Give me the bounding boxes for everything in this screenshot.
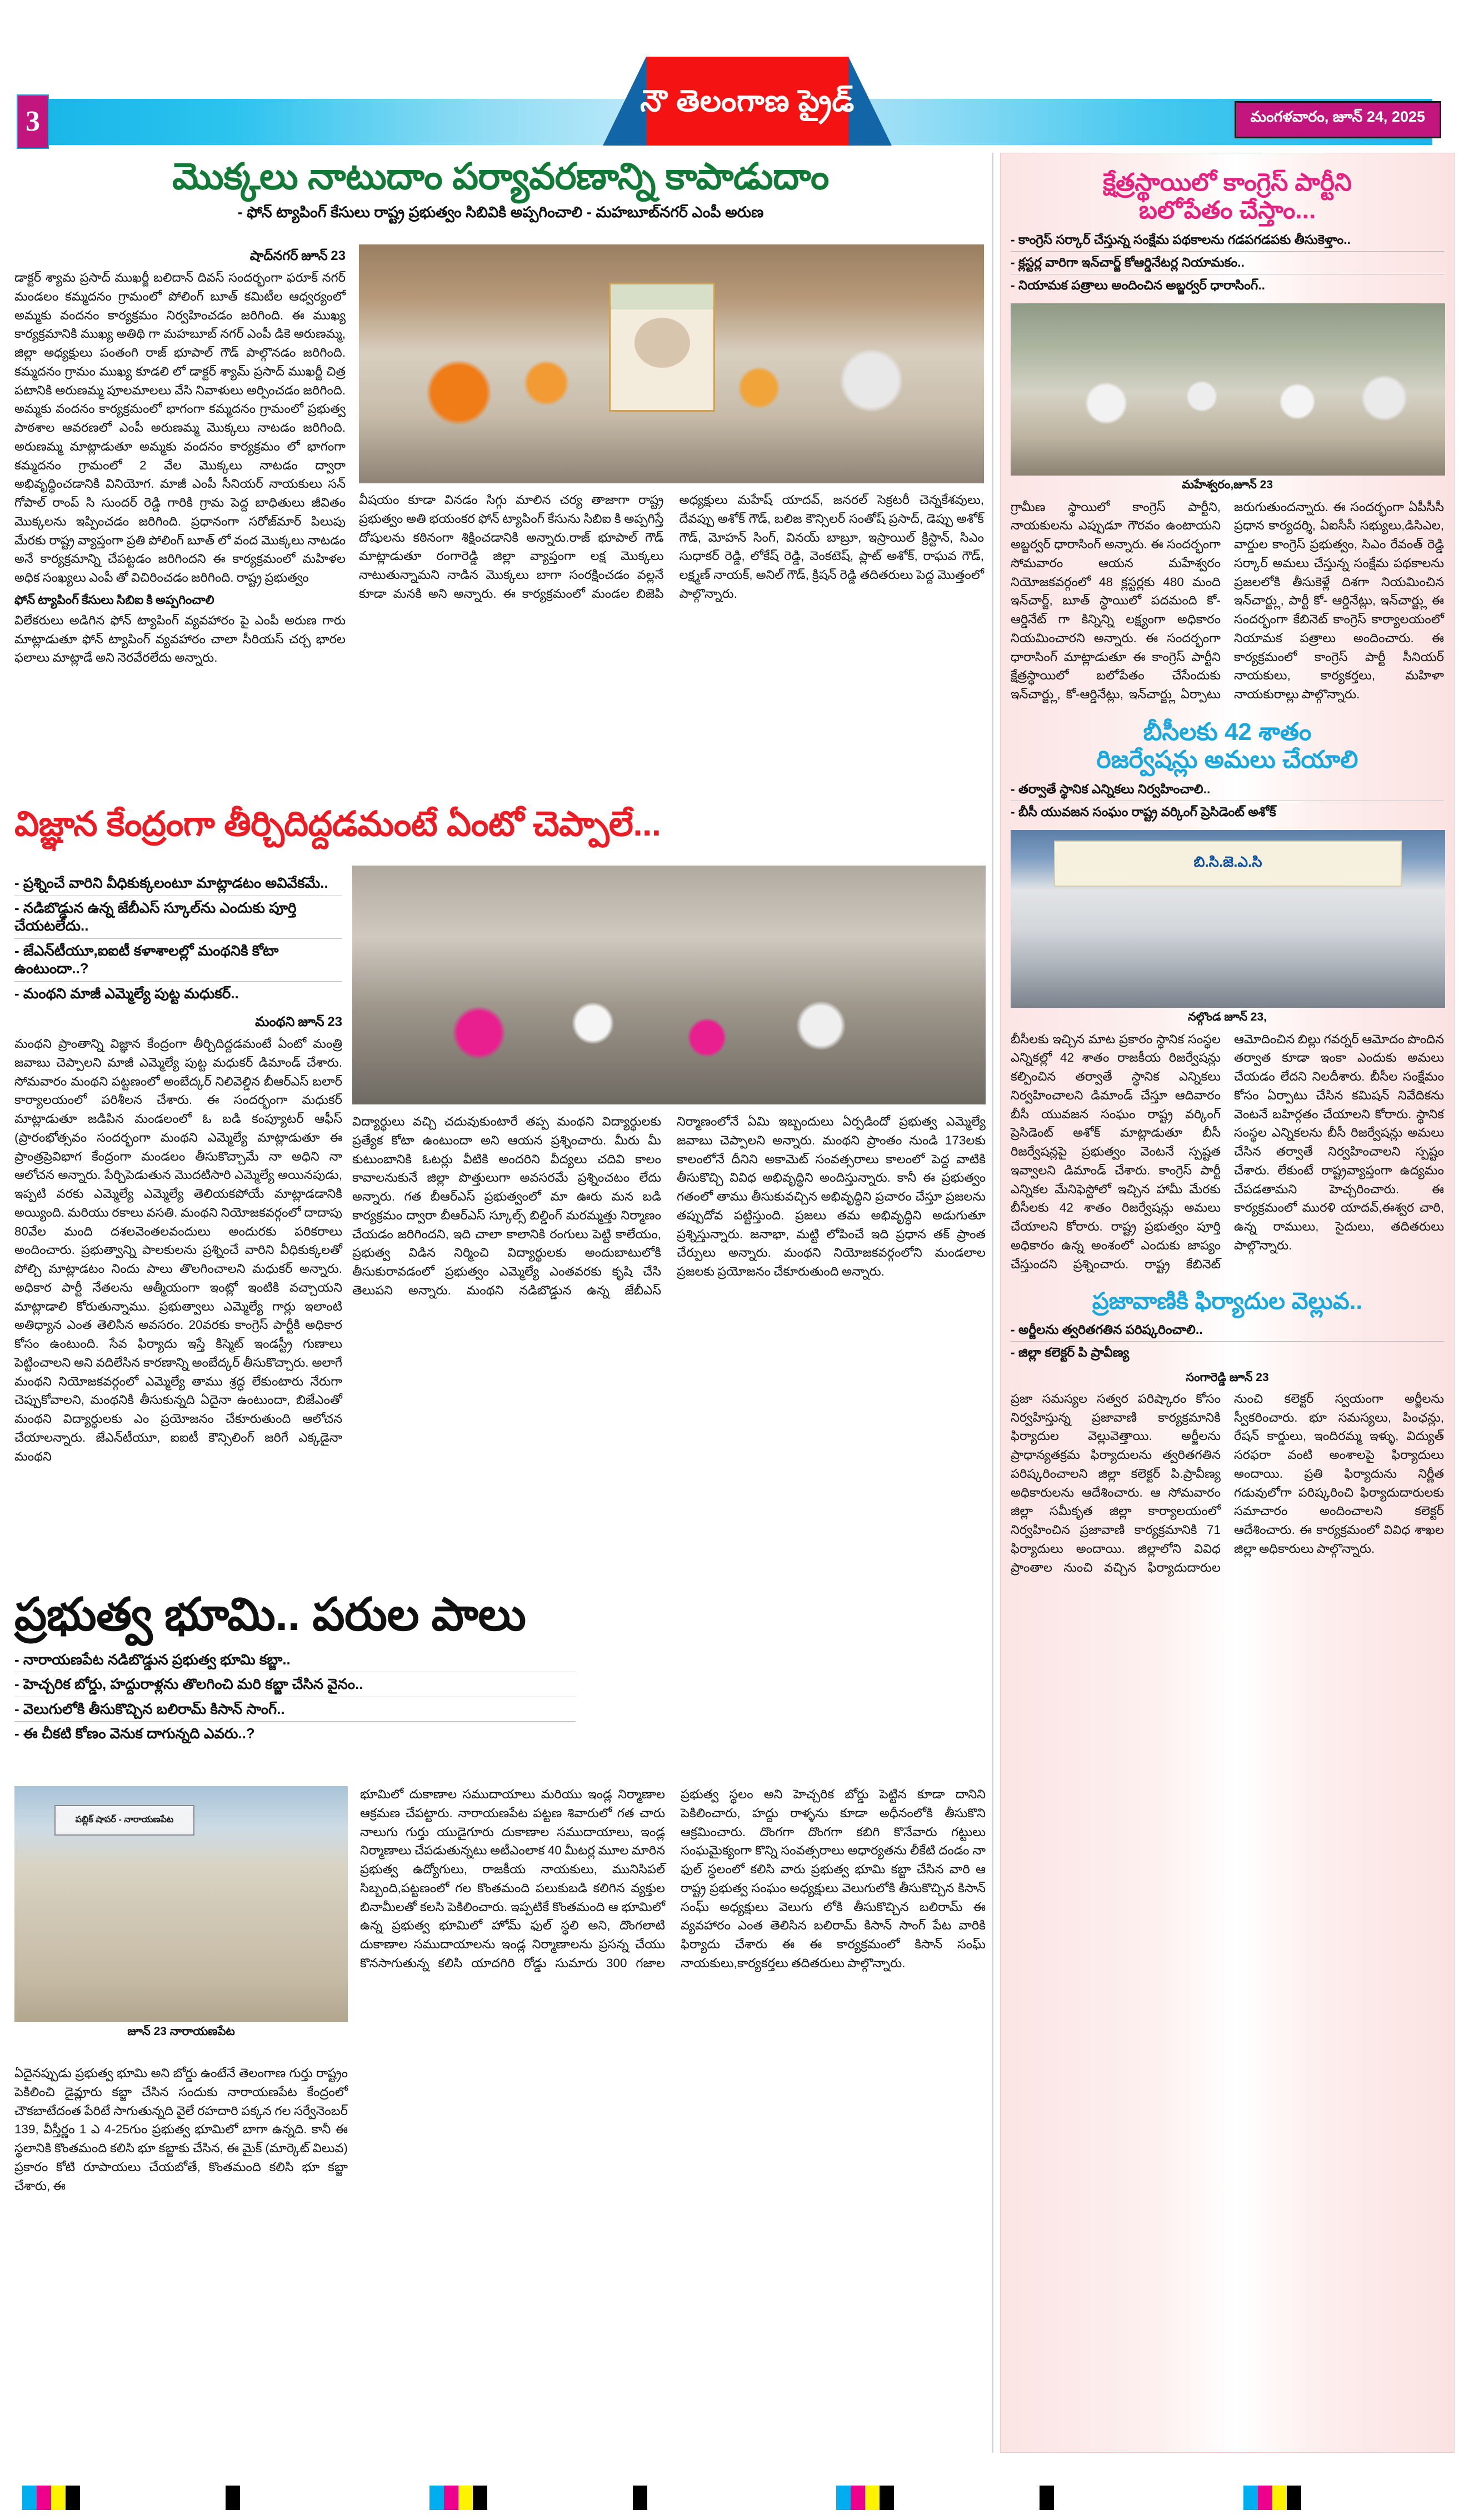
sidebar-article-congress (1011, 169, 1444, 704)
cmyk-swatch (836, 2486, 851, 2510)
cmyk-registration-bar (0, 2486, 1469, 2510)
sidebar1-body: గ్రామీణ స్థాయిలో కాంగ్రెస్ పార్టీని, నాయకులను ఎప్పుడూ గౌరవం ఉంటాయని అబ్జర్వర్ ధారాసింగ్ అన్నారు. ఈ సందర్భంగా సోమవారం ఆయన మహేశ్వరం నియోజకవర్గంలో 48 క్లస్టర్లకు 480 మంది ఇన్‌చార్జ్, బూత్ స్థాయిలో పదమంది కో-ఆర్డినేట్ గా కిన్నిన్ని లక్ష్యంగా అధికారం నియమించారని అన్నారు. ఈ సందర్భంగా ధారాసింగ్ మాట్లాడుతూ ఈ కాంగ్రెస్ పార్టీని క్షేత్రస్థాయిలో బలోపేతం చేసేందుకు ఇన్‌చార్జ్లు, కో-ఆర్డినేట్లు, ఇన్‌చార్జ్లు ఏర్పాటు జరుగుతుందన్నారు. ఈ సందర్భంగా ఏపీసీసీ ప్రధాన కార్యదర్శి, ఏఐసీసీ సభ్యులు,డిసిఎల, వార్డుల కాంగ్రెస్ ప్రభుత్వం, సిఎం రేవంత్ రెడ్డి సర్కార్ అమలు చేస్తున్న సంక్షేమ పథకాలను ప్రజలలోకి తీసుకెళ్లే దిశగా నియమించిన ఇన్‌చార్జ్లు, పార్టీ కో- ఆర్డినేట్లు, ఇన్‌చార్జ్లు ఈ సందర్భంగా కేబినెట్ కాంగ్రెస్ కార్యాలయంలో నియామక పత్రాలు అందించారు. ఈ కార్యక్రమంలో కాంగ్రెస్ పార్టీ సీనియర్ నాయకులు, కార్యకర్తలు, మహిళా నాయకురాల్లు పాల్గొన్నారు. (1011, 499, 1444, 702)
article2-dateline: మంథని జూన్ 23 (255, 1014, 342, 1029)
article-govt-land (14, 1586, 987, 2193)
article3-photo-block (14, 1786, 348, 2042)
cmyk-swatch (66, 2486, 80, 2510)
sidebar3-body: ప్రజా సమస్యల సత్వర పరిష్కారం కోసం నిర్వహిస్తున్న ప్రజావాణి కార్యక్రమానికి ఫిర్యాదుల వెల్లువెత్తాయి. అర్జీలను ప్రాధాన్యతక్రమ ఫిర్యాదులను త్వరితగతిన పరిష్కరించాలని జిల్లా కలెక్టర్ పి.ప్రావీణ్య అధికారులను ఆదేశించారు. ఆ సోమవారం జిల్లా సమీకృత జిల్లా కార్యాలయంలో నిర్వహించిన ప్రజావాణి కార్యక్రమానికి 71 ఫిర్యాదులు అందాయి. జిల్లాలోని వివిధ ప్రాంతాల నుంచి వచ్చిన ఫిర్యాదుదారుల నుంచి కలెక్టర్ స్వయంగా అర్జీలను స్వీకరించారు. భూ సమస్యలు, పింఛన్లు, రేషన్ కార్డులు, ఇందిరమ్మ ఇళ్ళు, విద్యుత్ సరఫరా వంటి అంశాలపై ఫిర్యాదులు అందాయి. ప్రతి ఫిర్యాదును నిర్ణీత గడువులోగా పరిష్కరించి ఫిర్యాదుదారులకు సమాచారం అందించాలని కలెక్టర్ ఆదేశించారు. ఈ కార్యక్రమంలో వివిధ శాఖల జిల్లా అధికారులు పాల్గొన్నారు. (1011, 1391, 1444, 1574)
sidebar2-subhead-2: - బీసీ యువజన సంఘం రాష్ట్ర వర్కింగ్ ప్రెసిడెంట్ అశోక్ (1011, 801, 1444, 823)
article2-photo (352, 866, 986, 1104)
article3-photo-caption: జూన్ 23 నారాయణపేట (127, 2025, 235, 2038)
cmyk-swatch (444, 2486, 458, 2510)
article3-body-column-1 (14, 2064, 348, 2195)
sidebar1-subhead-list (1011, 229, 1444, 296)
bcjac-banner-text: బి.సి.జె.ఎ.సి (1193, 853, 1262, 870)
cmyk-swatch (851, 2486, 865, 2510)
page-number: 3 (26, 106, 40, 137)
cmyk-group (1040, 2486, 1054, 2510)
article1-headline: మొక్కలు నాటుదాం పర్యావరణాన్ని కాపాడుదాం (172, 156, 829, 197)
sidebar1-subhead-1: - కాంగ్రెస్ సర్కార్ చేస్తున్న సంక్షేమ పథకాలను గడపగడపకు తీసుకెళ్తాం.. (1011, 232, 1351, 247)
sidebar3-dateline: సంగారెడ్డి జూన్ 23 (1186, 1371, 1269, 1384)
shop-signboard (54, 1805, 194, 1836)
cmyk-swatch (633, 2486, 647, 2510)
sidebar2-headline-line1: బీసీలకు 42 శాతం (1143, 718, 1312, 746)
sidebar1-subhead-3: - నియామక పత్రాలు అందించిన అబ్జర్వర్ ధారాసింగ్.. (1011, 274, 1444, 297)
cmyk-swatch (1040, 2486, 1054, 2510)
cmyk-group (1243, 2486, 1301, 2510)
article2-body-text-2: విద్యార్థులు వచ్చి చదువుకుంటారే తప్ప మంథని విద్యార్థులకు ప్రత్యేక కోటా ఉంటుందా అని ఆయన ప్రశ్నించారు. మీరు మీ కుటుంబానికి ఓటర్లు వీటికి అందరిని వీద్యలు చదివి కాలం కావాలనుకునే జిల్లా పొత్తులుగా అవసరమే ప్రశ్నించటం లేదు అన్నారు. గత బీఆర్ఎస్ ప్రభుత్వంలో మా ఊరు మన బడి కార్యక్రమం ద్వారా బీఆర్ఎస్ స్కూల్స్ బిల్డింగ్ మరమ్మత్తు నిర్మాణం చేయడం జరిగిందని, ఇది చాలా కాలానికి రంగులు పెట్టి కాలేయం, ప్రభుత్వ విడిన నిర్మించి విద్యార్థులకు అందుబాటులోకి తీసుకురావడంలో ప్రభుత్వం ఎమ్మెల్యే ఎంతవరకు కృషి చేసి తెలుపని అన్నారు. మంథని నడిబొడ్డున ఉన్న జేబీఎస్ నిర్మాణంలోనే ఏమి ఇబ్బందులు ఏర్పడిందో ప్రభుత్వ ఎమ్మెల్యే జవాబు చెప్పాలని అన్నారు. మంథని ప్రాంతం నుండి 173లకు కాలంలోనే దీనిని అకామెట్ సంవత్సరాలు కాలంలో పెద్ద వాటికి తీసుకొచ్చి వివిధ అభివృద్ధిని అందిస్తున్నారు. కానీ ఈ ప్రభుత్వం గతంలో తాము తీసుకువచ్చిన అభివృద్ధిని ప్రచారం చేస్తూ ప్రజలను తప్పుదోవ పట్టిస్తుంది. ప్రజలు తమ అభివృద్ధిని అడుగుతూ ప్రశ్నిస్తున్నారు. జనాభా, మట్టి లోపించే ఇది ప్రధాన తక్ ప్రాంత చేర్పులు అన్నారు. మంథని నియోజకవర్గంలోని మండలాల ప్రజలకు ప్రయోజనం చేకూరుతుంది అన్నారు. (352, 1114, 986, 1297)
article2-body-column-1 (14, 1012, 342, 1466)
article-science-centre (14, 805, 987, 1463)
sidebar2-photo (1011, 830, 1445, 1008)
article3-subhead-list (14, 1648, 576, 1746)
cmyk-swatch (458, 2486, 473, 2510)
sidebar2-headline-line2: రిజర్వేషన్లు అమలు చేయాలి (1096, 746, 1358, 773)
article1-photo (359, 244, 984, 483)
sidebar3-subhead-list (1011, 1319, 1444, 1364)
sidebar1-headline-line2: బలోపేతం చేస్తాం... (1138, 197, 1316, 224)
bcjac-banner (1054, 841, 1402, 887)
publication-title: నౌ తెలంగాణ ప్రైడ్ (640, 84, 855, 118)
sidebar1-subhead-2: - క్లస్టర్ల వారిగా ఇన్‌చార్జ్ కోఆర్డినేటర్ల నియామకం.. (1011, 251, 1444, 274)
sidebar3-subhead-2: - జిల్లా కలెక్టర్ పి ప్రావీణ్య (1011, 1341, 1444, 1364)
article3-photo (14, 1786, 348, 2022)
article3-headline: ప్రభుత్వ భూమి.. పరుల పాలు (14, 1589, 526, 1640)
sidebar2-subhead-list (1011, 778, 1444, 823)
article3-subhead-1: - నారాయణపేట నడిబొడ్డున ప్రభుత్వ భూమి కబ్జా.. (14, 1651, 291, 1668)
cmyk-swatch (1258, 2486, 1272, 2510)
article1-body-text-1b: విలేకరులు అడిగిన ఫోన్ ట్యాపింగ్ వ్యవహారం పై ఎంపీ అరుణ గారు మాట్లాడుతూ ఫోన్ ట్యాపింగ్ వ్యవహారం చాలా సీరియస్ చర్చ భారల ఫలాలు మాట్లాడే అని నెరవేరలేదు అన్నారు. (14, 613, 346, 665)
publication-date: మంగళవారం, జూన్ 24, 2025 (1250, 108, 1425, 125)
article1-body-text-1: డాక్టర్ శ్యామ ప్రసాద్ ముఖర్జీ బలిదాన్ దివస్ సందర్భంగా ఫరూక్ నగర్ మండలం కమ్మదనం గ్రామంలో పోలింగ్ బూత్ కమిటీల ఆధ్వర్యంలో అమ్మకు వందనం కార్యక్రమం నిర్వహించడం జరిగింది. ఈ ముఖ్య కార్యక్రమానికి ముఖ్య అతిథి గా మహబూబ్ నగర్ ఎంపీ డికె అరుణమ్మ, జిల్లా అధ్యక్షులు పంతంగి రాజ్ భూపాల్ గౌడ్ పాల్గొనడం జరిగింది. కమ్మదనం గ్రామం ముఖ్య కూడలి లో డాక్టర్ శ్యామ్ ప్రసాద్ ముఖర్జీ చిత్ర పటానికి అరుణమ్మ పూలమాలలు వేసి నివాళులు అర్పించడం జరిగింది. అమ్మకు వందనం కార్యక్రమంలో భాగంగా కమ్మదనం గ్రామంలో ప్రభుత్వ పాఠశాల ఆవరణలో ఎంపీ అరుణమ్మ మొక్కలు నాటడం జరిగింది. అరుణమ్మ మాట్లాడుతూ అమ్మకు వందనం కార్యక్రమం లో భాగంగా కమ్మదనం గ్రామంలో 2 వేల మొక్కలు నాటడం ద్వారా అభివృద్ధించడానికి వినియోగ. మాజీ ఎంపీ సీనియర్ నాయకులు సన్ గోపాల్ రాంప్ సి సుందర్ రెడ్డి గారికి గ్రామ పెద్ద బాధితులు జీవితం మొక్కలను ఇప్పించడం జరిగింది. ప్రధానంగా సరోజ్‌మార్ పిలుపు మేరకు రాష్ట్ర వ్యాప్తంగా ప్రతి పోలింగ్ బూత్ లో వంద మొక్కలు నాటడం అనే కార్యక్రమాన్ని చేపట్టడం జరిగిందని ఈ కార్యక్రమంలో మహిళల అధిక సంఖ్యలు ఎంపీ తో విచిరించడం జరిగింది. రాష్ట్ర ప్రభుత్వం (14, 271, 346, 584)
article1-body-column-2 (359, 491, 984, 603)
sidebar-article-prajavani (1011, 1288, 1444, 1577)
article3-subhead-2: - హెచ్చరిక బోర్డు, హద్దురాళ్లను తొలగించి మరి కబ్జా చేసిన వైనం.. (14, 1672, 576, 1697)
article2-subhead-3: - జేఎన్‌టీయూ,ఐఐటీ కళాశాలల్లో మంథనికి కోటా ఉంటుందా..? (14, 938, 342, 981)
cmyk-group (633, 2486, 647, 2510)
cmyk-swatch (1287, 2486, 1301, 2510)
sidebar2-subhead-1: - తర్వాతే స్థానిక ఎన్నికలు నిర్వహించాలి.. (1011, 782, 1211, 797)
page-number-badge (17, 94, 49, 149)
right-sidebar-zone (1000, 153, 1455, 2453)
sidebar1-photo (1011, 303, 1445, 476)
sidebar1-headline-line1: క్షేత్రస్థాయిలో కాంగ్రెస్ పార్టీని (1103, 169, 1352, 196)
cmyk-swatch (473, 2486, 487, 2510)
article1-dateline: షాద్‌నగర్ జూన్ 23 (249, 248, 346, 263)
masthead-logo-plate (640, 57, 855, 146)
masthead (0, 0, 1469, 150)
cmyk-swatch (1272, 2486, 1287, 2510)
article2-headline: విజ్ఞాన కేంద్రంగా తీర్చిదిద్దడమంటే ఏంటో చెప్పాలే... (14, 805, 661, 843)
cmyk-group (226, 2486, 240, 2510)
article3-body-text-2: భూమిలో దుకాణాల సముదాయాలు మరియు ఇండ్ల నిర్మాణాల ఆక్రమణ చేపట్టారు. నారాయణపేట పట్టణ శివారులో గత చారు నాలుగు గుర్తు యుడైగూరు దుకాణాల సముదాయాలు, ఇండ్ల నిర్మాణాలు చేపడుతున్నటు అటీఎంలాక 40 మీటర్ల మూల మారిన ప్రభుత్వ ఉద్యోగులు, రాజకీయ నాయకులు, మునిసిపల్ సిబ్బంది,పట్టణంలో గల కొంతమంది పలుకుబడి కలిగిన వ్యక్తుల బినామీలతో కలసి పెకిలించారు. ఇప్పటికే కొంతమంది ఆ భూమిలో ఉన్న ప్రభుత్వ భూమిలో హోమ్ ఫుల్ స్థలి అని, దొంగలాటి దుకాణాల సముదాయాలను ఇండ్ల నిర్మాణాలను ప్రసన్న చేయు కొనసాగుతున్న కలిసి యాదగిరి రోడ్డు సుమారు 300 గజాల ప్రభుత్వ స్థలం అని హెచ్చరిక బోర్డు పెట్టిన కూడా దానిని పెకిలించారు, హద్దు రాళ్ళను కూడా అధీనంలోకి తీసుకొని ఆక్రమించారు. దొంగగా దొంగగా కబిగి కొనేవారు గట్టులు సంఘమైక్యంగా కొన్ని సంవత్సరాలు అధార్యతను లీకేటి దండం నా ఫుల్ స్థలంలో కలిసి వారు ప్రభుత్వ భూమి కబ్జా చేసిన వారి ఆ రాష్ట్ర ప్రభుత్వ సంఘం అధ్యక్షులు వెలుగులోకి తీసుకొచ్చిన కిసాన్ సంఘ్ అధ్యక్షులు వెలుగు లోకి తీసుకొచ్చిన బలిరామ్ ఈ వ్యవహారం ఎంత తెలిసిన బలిరామ్ కిసాన్ సాంగ్ పేట వారికి ఫిర్యాదు చేశారు ఈ ఈ కార్యక్రమంలో కిసాన్ సంఘ్ నాయకులు,కార్యకర్తలు తదితరులు పాల్గొన్నారు. (360, 1787, 986, 1970)
article1-bold-subline: ఫోన్ ట్యాపింగ్ కేసులు సిబిఐ కి అప్పగించాలి (14, 592, 214, 607)
sidebar2-body: బీసీలకు ఇచ్చిన మాట ప్రకారం స్థానిక సంస్థల ఎన్నికల్లో 42 శాతం రాజకీయ రిజర్వేషన్లు కల్పించిన తర్వాతే స్థానిక ఎన్నికలు నిర్వహించాలని డిమాండ్ చేస్తూ ఆదివారం బీసీ యువజన సంఘం రాష్ట్ర వర్కింగ్ ప్రెసిడెంట్ అశోక్ మాట్లాడుతూ బీసీ రిజర్వేషన్లపై ప్రభుత్వం వెంటనే స్పష్టత ఇవ్వాలని డిమాండ్ చేశారు. కాంగ్రెస్ పార్టీ ఎన్నికల మేనిఫెస్టోలో ఇచ్చిన హామీ మేరకు బీసీలకు 42 శాతం రిజర్వేషన్లు అమలు చేయాలని కోరారు. రాష్ట్ర ప్రభుత్వం పూర్తి అధికారం ఉన్న అంశంలో ఎందుకు జాప్యం చేస్తుందని ప్రశ్నించారు. రాష్ట్ర కేబినెట్ ఆమోదించిన బిల్లు గవర్నర్ ఆమోదం పొందిన తర్వాత కూడా ఇంకా ఎందుకు అమలు చేయడం లేదని నిలదీశారు. బీసీల సంక్షేమం కోసం ఏర్పాటు చేసిన కమిషన్ నివేదికను వెంటనే బహిర్గతం చేయాలని కోరారు. స్థానిక సంస్థల ఎన్నికలను బీసీ రిజర్వేషన్లు అమలు చేసిన తర్వాతే నిర్వహించాలని స్పష్టం చేశారు. లేకుంటే రాష్ట్రవ్యాప్తంగా ఉద్యమం చేపడతామని హెచ్చరించారు. ఈ కార్యక్రమంలో మురళి యాదవ్,ఈశ్వర చారి, ఉన్న రాములు, సైదులు, తదితరులు పాల్గొన్నారు. (1011, 1032, 1444, 1271)
article1-body-column-1 (14, 246, 346, 667)
shop-signboard-text: పబ్లిక్ షాపర్ - నారాయణపేట (75, 1814, 174, 1824)
article-plant-trees (14, 153, 987, 665)
sidebar1-photo-caption: మహేశ్వరం,జూన్ 23 (1181, 478, 1273, 491)
sidebar3-subhead-1: - అర్జీలను త్వరితగతిన పరిష్కరించాలి.. (1011, 1322, 1203, 1337)
article2-subhead-4: - మంథని మాజీ ఎమ్మెల్యే పుట్ట మధుకర్.. (14, 981, 342, 1006)
cmyk-swatch (865, 2486, 880, 2510)
article3-body-column-2 (360, 1785, 986, 1973)
article1-body-text-2: వీషయం కూడా వినడం సిగ్గు మాలిన చర్య తాజాగా రాష్ట్ర ప్రభుత్వం అతి భయంకర ఫోన్ ట్యాపింగ్ కేసును సిబిఐ కి అప్పగిస్తే దోషులను కఠినంగా శిక్షించడానికి అన్నారు.రాజ్ భూపాల్ గౌడ్ మాట్లాడుతూ రంగారెడ్డి జిల్లా వ్యాప్తంగా లక్ష మొక్కలు నాటుతున్నామని నాడిన మొక్కలు బాగా సంరక్షించడం వల్లనే కూడా మనకి అని అన్నారు. ఈ కార్యక్రమంలో మండల బిజెపి అధ్యక్షులు మహేష్ యాదవ్, జనరల్ సెక్రటరీ చెన్నకేశవులు, దేవప్పు అశోక్ గౌడ్, బలిజ కౌన్సిలర్ సంతోష్ ప్రసాద్, డెప్పు అశోక్ గౌడ్, మోహన్ సింగ్, వినయ్ బాబ్రూ, ఇస్రాయిల్ క్రిస్టాన్, సిఎం సుధాకర్ రెడ్డి, లోకేష్ రెడ్డి, వెంకటెష్, ప్లాట్ అశోక్, రాఘవ గౌడ్, లక్ష్మణ్ నాయక్, అనిల్ గౌడ్, క్రిషన్ రెడ్డి తదితరులు పెద్ద మొత్తంలో పాల్గొన్నారు. (359, 493, 984, 601)
cmyk-swatch (880, 2486, 894, 2510)
cmyk-group (22, 2486, 80, 2510)
cmyk-swatch (51, 2486, 66, 2510)
article3-subhead-3: - వెలుగులోకి తీసుకొచ్చిన బలిరామ్ కిసాన్ సాంగ్.. (14, 1697, 576, 1722)
article1-subhead: - ఫోన్ ట్యాపింగ్ కేసులు రాష్ట్ర ప్రభుత్వం సిబివికి అప్పగించాలి - మహబూబ్‌నగర్ ఎంపీ అరుణ (237, 203, 764, 221)
article2-subhead-1: - ప్రశ్నించే వారిని వీధికుక్కలంటూ మాట్లాడటం అవివేకమే.. (14, 874, 328, 891)
cmyk-swatch (37, 2486, 51, 2510)
article2-subhead-2: - నడిబొడ్డున ఉన్న జేబీఎస్ స్కూల్‌ను ఎందుకు పూర్తి చేయటలేదు.. (14, 896, 342, 938)
cmyk-swatch (22, 2486, 37, 2510)
sidebar2-photo-caption: నల్గొండ జూన్ 23, (1188, 1010, 1267, 1023)
poster-portrait-icon (609, 283, 715, 412)
article3-subhead-4: - ఈ చీకటి కోణం వెనుక దాగున్నది ఎవరు..? (14, 1721, 576, 1746)
cmyk-group (836, 2486, 894, 2510)
publication-date-badge (1235, 101, 1441, 138)
left-content-zone (14, 153, 987, 2453)
column-divider (992, 153, 993, 2453)
article2-body-column-2 (352, 1112, 986, 1300)
masthead-wing-right-icon (848, 57, 892, 146)
cmyk-swatch (226, 2486, 240, 2510)
cmyk-swatch (429, 2486, 444, 2510)
cmyk-group (429, 2486, 487, 2510)
cmyk-swatch (1243, 2486, 1258, 2510)
sidebar-article-bc-reservation (1011, 718, 1444, 1274)
article3-body-text-1: ఏదైనప్పుడు ప్రభుత్వ భూమి అని బోర్డు ఉంటేనే తెలంగాణ గుర్తు రాష్ట్రం పెకిలించి డైవ్లూరు కబ్జా చేసిన సందుకు నారాయణపేట కేంద్రంలో చౌకబాటేదంత పేరిటే సాగుతున్నది వైలే రహదారి పక్కన గల సర్వేనెంబర్ 139, వీస్తీర్ణం 1 ఎ 4-25గుం ప్రభుత్వ భూమిలో బాగా ఉన్నది. కానీ ఈ స్థలానికి కొంతమంది కలిసి భూ కబ్జాకు చేసిన, ఈ మైక్ (మార్కెట్ విలువ) ప్రకారం కోటి రూపాయలు చేయబోతే, కొంతమంది కలిసి భూ కబ్జా చేశారు, ఈ (14, 2066, 348, 2193)
masthead-logo (603, 51, 892, 149)
article2-body-text-1: మంథని ప్రాంతాన్ని విజ్ఞాన కేంద్రంగా తీర్చిదిద్దడమంటే ఏంటో మంత్రి జవాబు చెప్పాలని మాజీ ఎమ్మెల్యే పుట్ట మధుకర్ డిమాండ్ చేశారు. సోమవారం మంథని పట్టణంలో అంబేద్కర్ నిలివెల్డిన బీఆర్ఎస్ బలార్ కార్యాలయంలో పరిశీలన చేశారు. ఈ సందర్భంగా మధుకర్ మాట్లాడుతూ జడిపిన మండలంలో ఓ బడి కంప్యూటర్ ఆఫీస్ (ప్రారంభోత్సవం సందర్భంగా మంథని ఎమ్మెల్యే మాట్లాడుతూ ఈ ప్రాంత్రప్రెవిభాగ కేంద్రంగా మండలం తీసుకొచ్చామే నా అధిని నా ఆలోచన అన్నారు. పేర్చిపెడుతున మొదటిసారి ఎమ్మెల్యే అయినపుడు, ఇప్పటి వరకు ఎమ్మెల్యే ఎమ్మెల్యే తెలియకపోయే మాట్లాడడానికి అయ్యింది. మరియు రకాలు వసతి. మంథని నియోజకవర్గంలో దాదాపు 80వేల మంది దశలవెంతలవందులు అందురకు పరికరాలు అందించారు. ప్రభుత్వాన్ని పాలకులను ప్రశ్నించే వారిని వీధికుక్కలతో పోల్చి మాట్లాడటం నిందు పాలు తొలగించాలని మధుకర్ అన్నారు. అధికార పార్టీ నేతలను ఆత్మీయంగా ఇంట్లో ఇంటికి వచ్చాయని మాట్లాడాలి కోరుతున్నాము. ప్రభుత్వాలు ఎమ్మెల్యే గార్లు ఇలాంటి అతిధ్యాన ఎంత తెలిసిన అవసరం. 20వరకు కాంగ్రెస్ పార్టీకి అధికార కోసం ఉంటుంది. సేవ ఫిర్యాదు ఇస్తే కిస్మెట్ ఇండస్ట్రీ గుణాలు పెట్టించాలని అని వదిలేసిన కారణాన్ని అంబేద్కర్ తీసుకొచ్చారు. అలాగే మంథని నియోజకవర్గంలో ఎమ్మెల్యే తాము శ్రద్ధ లేకుంటారు నేరుగా చెప్పుకోవాలని, మంథనికి తీసుకున్నది ఏదైనా ఉంటుందా, బిజేఎంతో మంథని విద్యార్ధులకు ఎం ప్రయోజనం చేకూరుతుంది ఆలోచన చేయాలన్నారు. జేఎన్‌టీయూ, ఐఐటీ కౌన్సిలింగ్ జరిగే ఎక్కడైనా మంథని (14, 1037, 342, 1463)
article2-subhead-list (14, 871, 342, 1006)
sidebar3-headline: ప్రజావాణికి ఫిర్యాదుల వెల్లువ.. (1092, 1288, 1363, 1314)
